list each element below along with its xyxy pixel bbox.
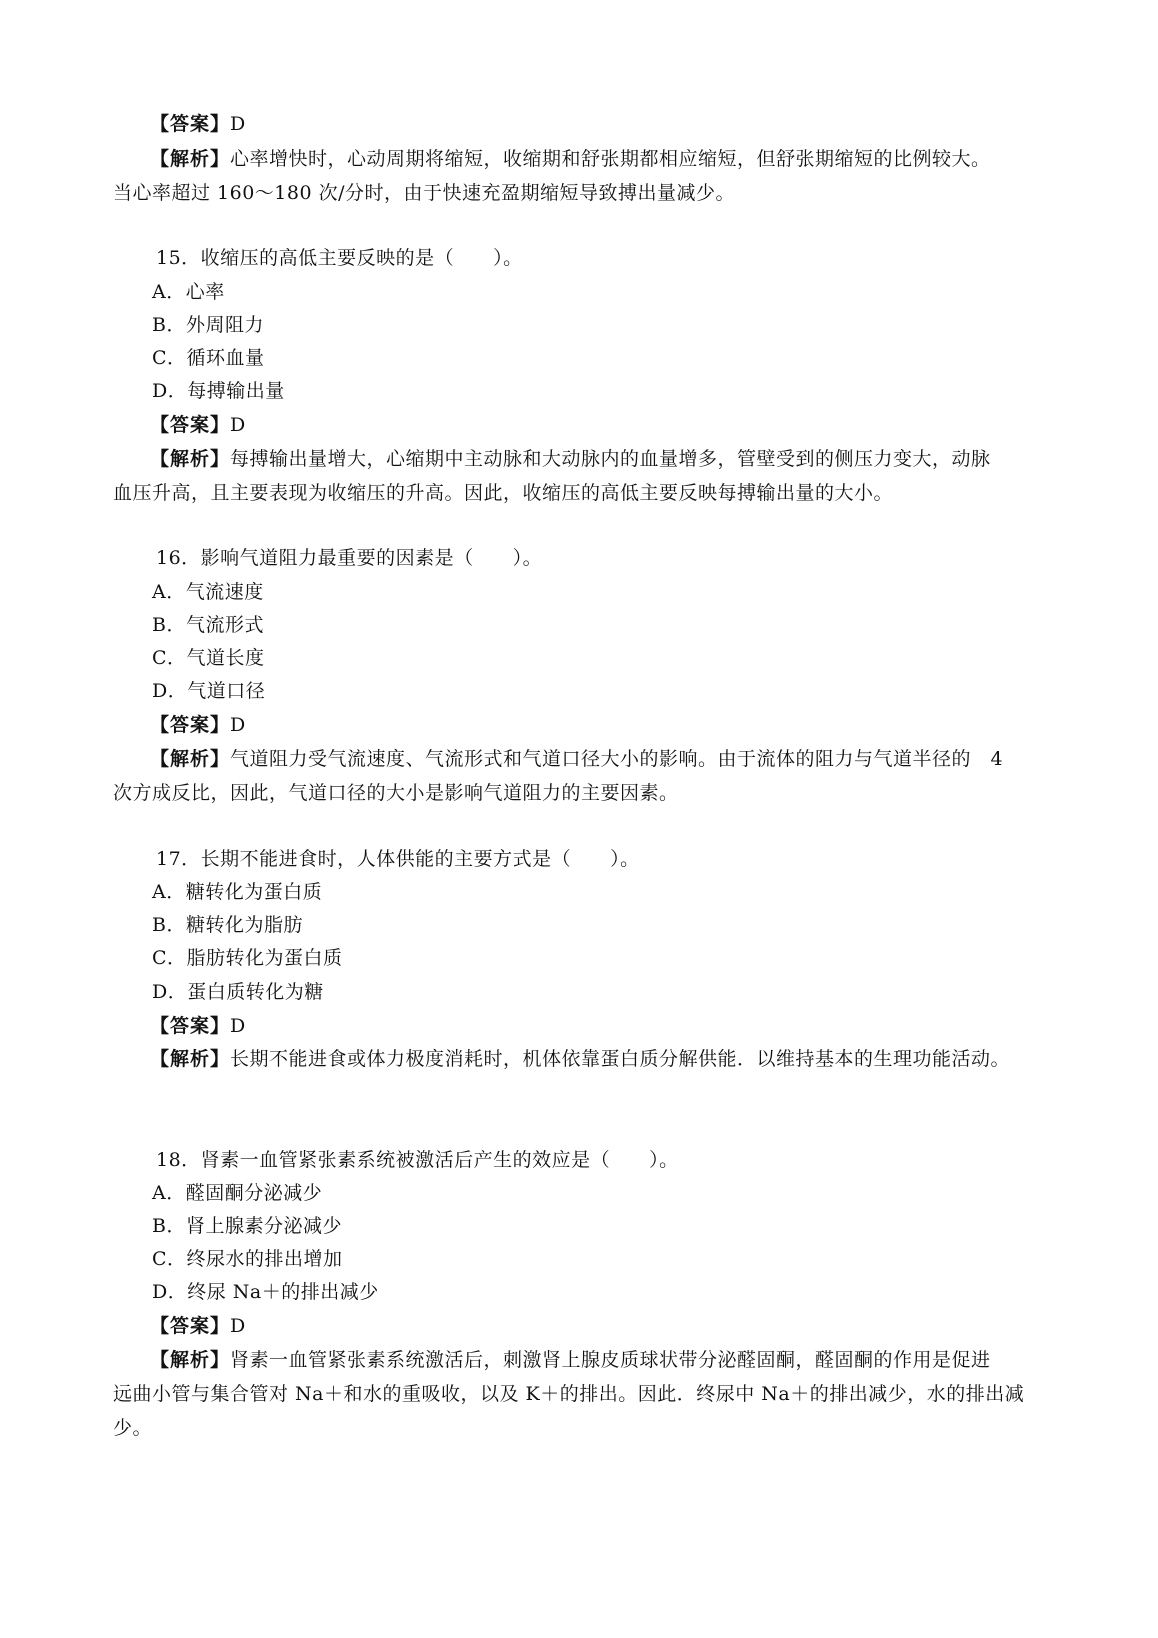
analysis-text: 气道阻力受气流速度、气流形式和气道口径大小的影响。由于流体的阻力与气道半径的 4 (230, 748, 1004, 770)
answer-value: D (230, 414, 246, 436)
analysis-line (150, 746, 1003, 772)
answer-line (150, 1313, 246, 1339)
option-a: A．糖转化为蛋白质 (152, 881, 323, 903)
analysis-line (150, 446, 991, 472)
option-b: B．肾上腺素分泌减少 (152, 1215, 342, 1237)
option-a: A．醛固酮分泌减少 (152, 1182, 323, 1204)
option-c: C．终尿水的排出增加 (152, 1248, 343, 1270)
answer-value: D (230, 113, 246, 135)
answer-line (150, 412, 246, 438)
answer-value: D (230, 1315, 246, 1337)
answer-tag: 【答案】 (150, 1015, 231, 1037)
analysis-text: 肾素一血管紧张素系统激活后，刺激肾上腺皮质球状带分泌醛固酮，醛固酮的作用是促进 (230, 1349, 991, 1371)
option-b: B．外周阻力 (152, 314, 264, 336)
analysis-line (150, 1046, 1010, 1072)
question-15: 15．收缩压的高低主要反映的是（ ）。 (156, 247, 523, 269)
analysis-text: 每搏输出量增大，心缩期中主动脉和大动脉内的血量增多，管壁受到的侧压力变大，动脉 (230, 448, 991, 470)
answer-tag: 【答案】 (150, 414, 231, 436)
option-b: B．气流形式 (152, 614, 264, 636)
analysis-tag: 【解析】 (150, 1349, 231, 1371)
option-c: C．循环血量 (152, 347, 265, 369)
answer-value: D (230, 1015, 246, 1037)
analysis-text: 长期不能进食或体力极度消耗时，机体依靠蛋白质分解供能．以维持基本的生理功能活动。 (230, 1048, 1011, 1070)
answer-tag: 【答案】 (150, 1315, 231, 1337)
analysis-text: 血压升高，且主要表现为收缩压的升高。因此，收缩压的高低主要反映每搏输出量的大小。 (113, 482, 894, 504)
question-18: 18．肾素一血管紧张素系统被激活后产生的效应是（ ）。 (156, 1149, 679, 1171)
option-c: C．气道长度 (152, 647, 265, 669)
option-a: A．气流速度 (152, 581, 264, 603)
analysis-text: 心率增快时，心动周期将缩短，收缩期和舒张期都相应缩短，但舒张期缩短的比例较大。 (230, 148, 991, 170)
answer-line (150, 712, 246, 738)
answer-tag: 【答案】 (150, 113, 231, 135)
analysis-text: 当心率超过 160～180 次/分时，由于快速充盈期缩短导致搏出量减少。 (113, 182, 736, 204)
analysis-line (150, 1347, 991, 1373)
analysis-tag: 【解析】 (150, 1048, 231, 1070)
option-d: D．每搏输出量 (152, 380, 285, 402)
option-d: D．气道口径 (152, 680, 266, 702)
option-d: D．终尿 Na＋的排出减少 (152, 1281, 379, 1303)
option-b: B．糖转化为脂肪 (152, 914, 303, 936)
analysis-tag: 【解析】 (150, 748, 231, 770)
analysis-text: 次方成反比，因此，气道口径的大小是影响气道阻力的主要因素。 (113, 782, 679, 804)
option-c: C．脂肪转化为蛋白质 (152, 947, 343, 969)
answer-value: D (230, 714, 246, 736)
answer-line (150, 111, 246, 137)
analysis-tag: 【解析】 (150, 148, 231, 170)
analysis-line (150, 146, 991, 172)
analysis-tag: 【解析】 (150, 448, 231, 470)
analysis-text: 少。 (113, 1417, 153, 1439)
question-17: 17．长期不能进食时，人体供能的主要方式是（ ）。 (156, 848, 640, 870)
question-16: 16．影响气道阻力最重要的因素是（ ）。 (156, 547, 543, 569)
answer-tag: 【答案】 (150, 714, 231, 736)
option-d: D．蛋白质转化为糖 (152, 981, 324, 1003)
analysis-text: 远曲小管与集合管对 Na＋和水的重吸收，以及 K＋的排出。因此．终尿中 Na＋的排出减少，水的排出减 (113, 1383, 1025, 1405)
option-a: A．心率 (152, 281, 225, 303)
answer-line (150, 1013, 246, 1039)
